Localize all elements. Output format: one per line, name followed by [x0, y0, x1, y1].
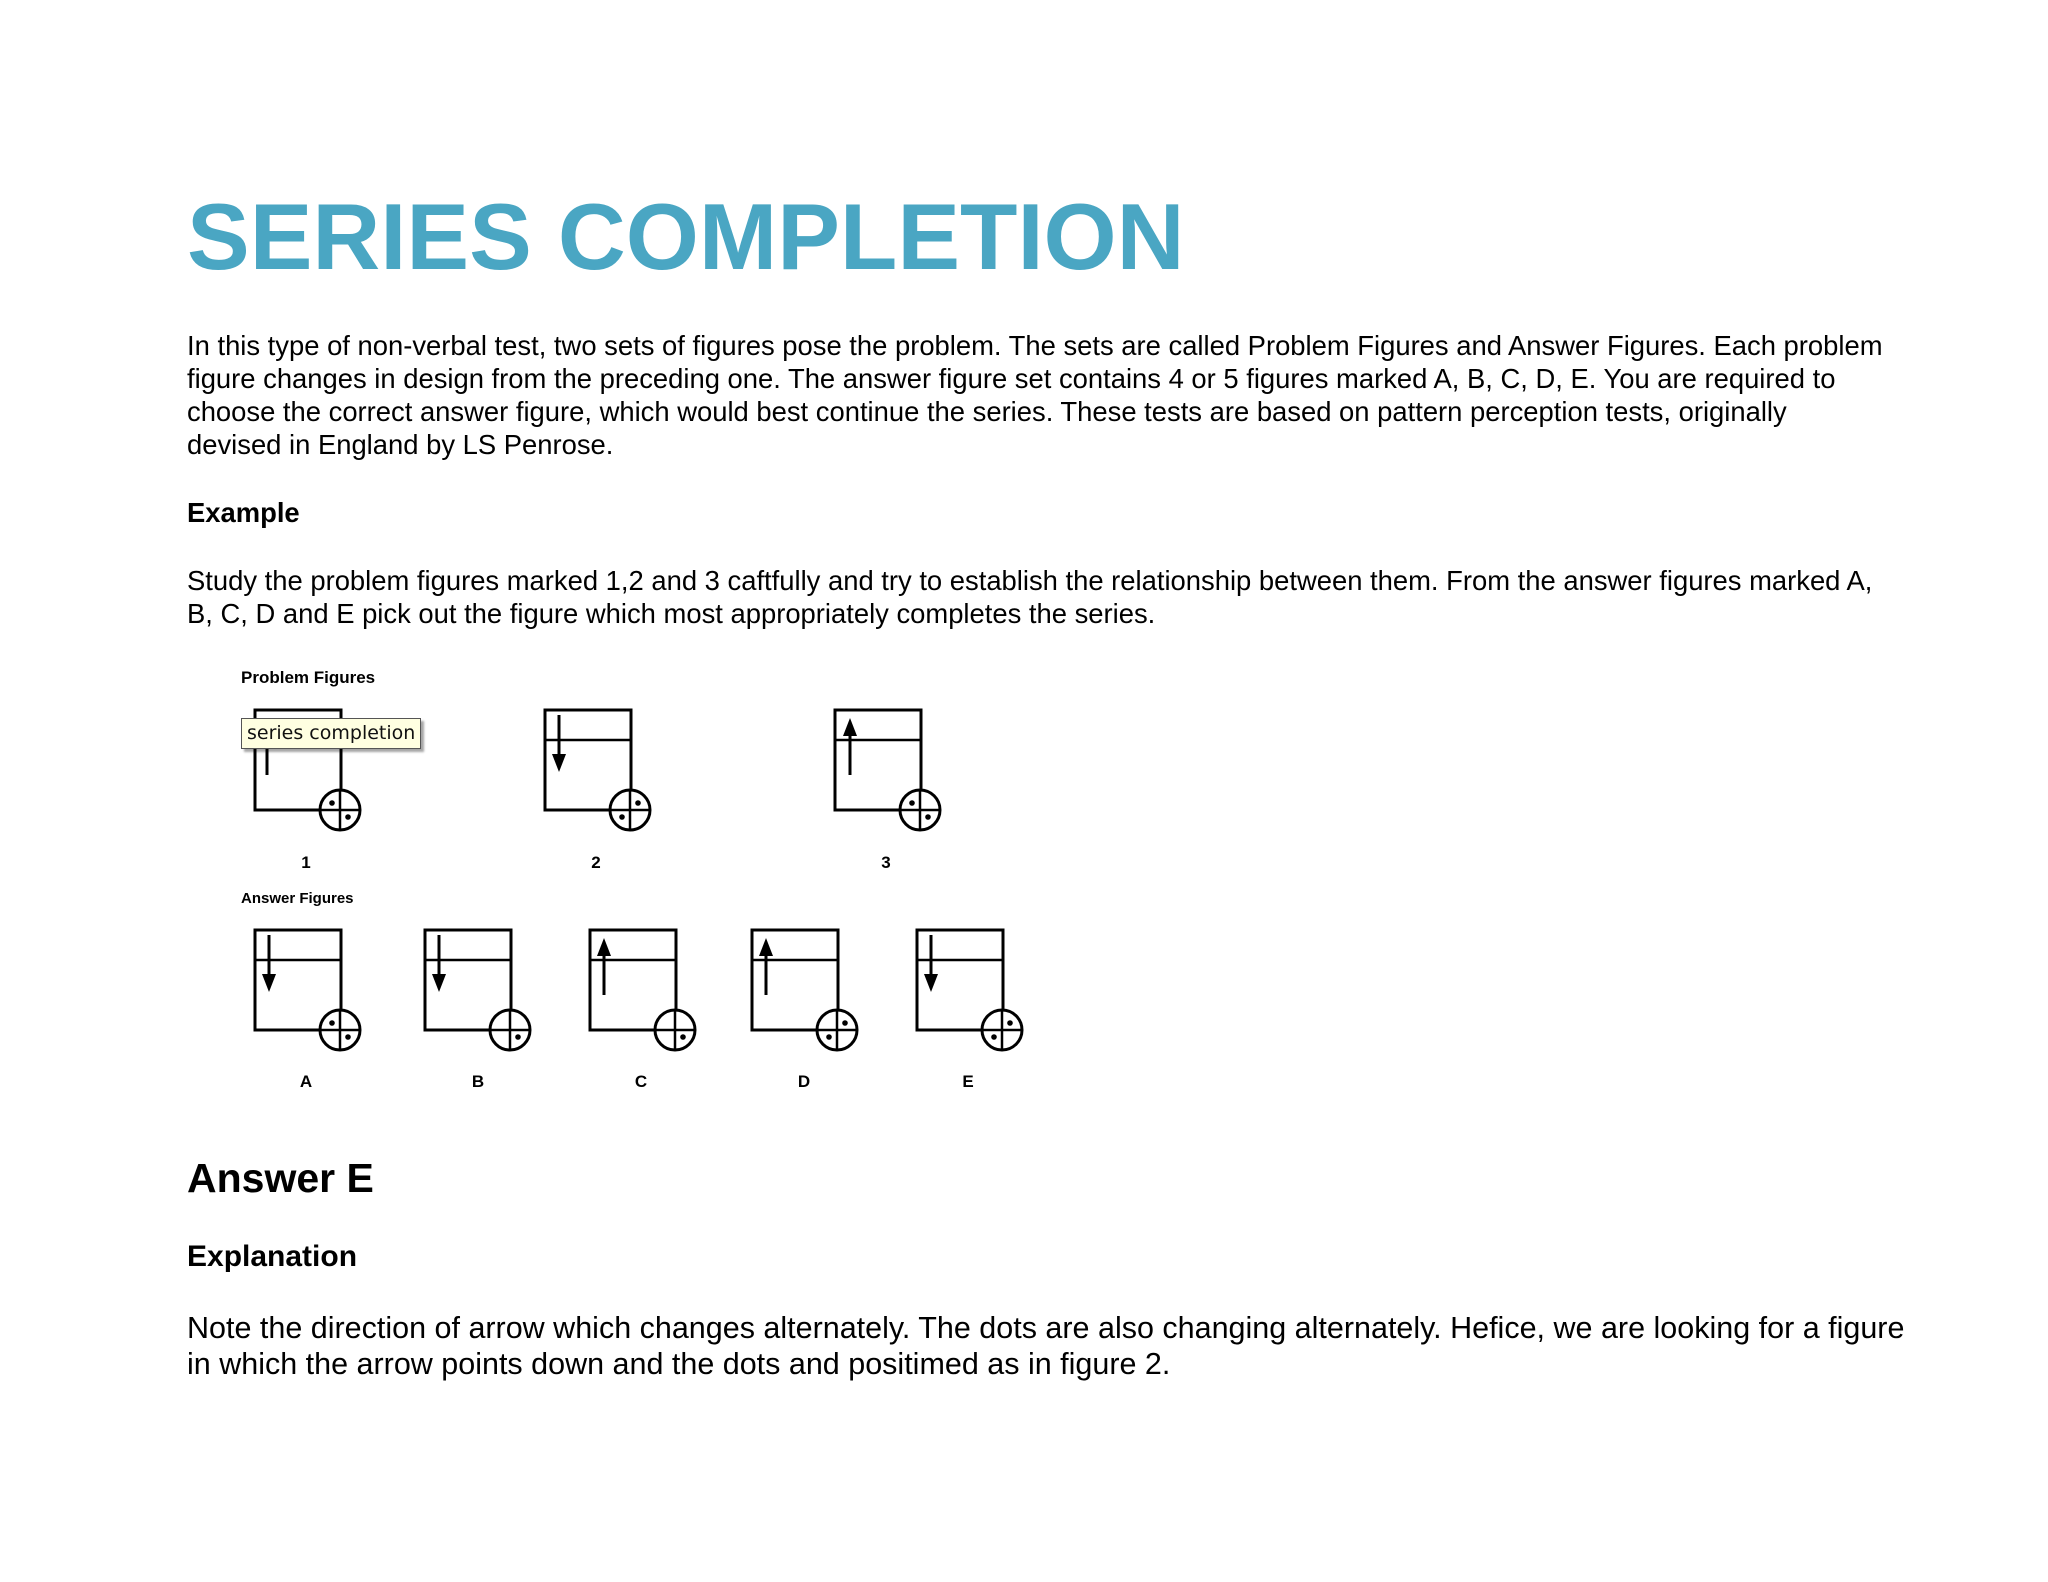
- explanation-heading: Explanation: [187, 1240, 358, 1273]
- crossed-circle-icon: [320, 1010, 360, 1050]
- example-paragraph: Study the problem figures marked 1,2 and 3 caftfully and try to establish the relationship between them. From the answer figures marked A, B, C, D and E pick out the figure which most appropriately completes the series.: [187, 565, 1873, 629]
- problem-figure-label-3: 3: [881, 853, 891, 872]
- problem-figure-3: [835, 710, 940, 830]
- example-heading: Example: [187, 497, 300, 528]
- problem-figures-label: Problem Figures: [241, 668, 376, 687]
- arrow-down-icon: [924, 935, 938, 992]
- problem-figure-label-1: 1: [301, 853, 311, 872]
- answer-figure-label-c: C: [634, 1072, 648, 1091]
- answer-figure-d: [752, 930, 857, 1050]
- answer-figure-a: [255, 930, 360, 1050]
- arrow-up-icon: [843, 718, 857, 775]
- crossed-circle-icon: [655, 1010, 695, 1050]
- crossed-circle-icon: [320, 790, 360, 830]
- intro-paragraph: In this type of non-verbal test, two sets of figures pose the problem. The sets are called Problem Figures and Answer Figures. Each problem figure changes in design from the preceding one. The answer figure set contains 4 or 5 figures marked A, B, C, D, E. You are required to choose the correct answer figure, which would best continue the series. These tests are based on pattern perception tests, originally devised in England by LS Penrose.: [187, 330, 1883, 460]
- answer-figure-label-d: D: [797, 1072, 811, 1091]
- crossed-circle-icon: [982, 1010, 1022, 1050]
- explanation-paragraph: Note the direction of arrow which changes alternately. The dots are also changing alternately. Hefice, we are looking for a figure in which the arrow points down and the dots and positimed as in figure 2.: [187, 1311, 1905, 1381]
- arrow-down-icon: [432, 935, 446, 992]
- problem-figure-2: [545, 710, 650, 830]
- arrow-up-icon: [759, 938, 773, 995]
- problem-figure-label-2: 2: [591, 853, 601, 872]
- crossed-circle-icon: [610, 790, 650, 830]
- answer-figure-label-e: E: [962, 1072, 974, 1091]
- tooltip: series completion: [241, 718, 421, 749]
- answer-figure-label-b: B: [471, 1072, 485, 1091]
- answer-figure-c: [590, 930, 695, 1050]
- arrow-down-icon: [552, 715, 566, 772]
- series-figure-image: [230, 655, 1060, 1125]
- answer-figure-label-a: A: [299, 1072, 313, 1091]
- crossed-circle-icon: [817, 1010, 857, 1050]
- page-title: SERIES COMPLETION: [187, 184, 1185, 289]
- answer-figure-e: [917, 930, 1022, 1050]
- crossed-circle-icon: [900, 790, 940, 830]
- crossed-circle-icon: [490, 1010, 530, 1050]
- arrow-up-icon: [597, 938, 611, 995]
- arrow-down-icon: [262, 935, 276, 992]
- answer-heading: Answer E: [187, 1155, 374, 1201]
- answer-figures-label: Answer Figures: [241, 890, 354, 907]
- answer-figure-b: [425, 930, 530, 1050]
